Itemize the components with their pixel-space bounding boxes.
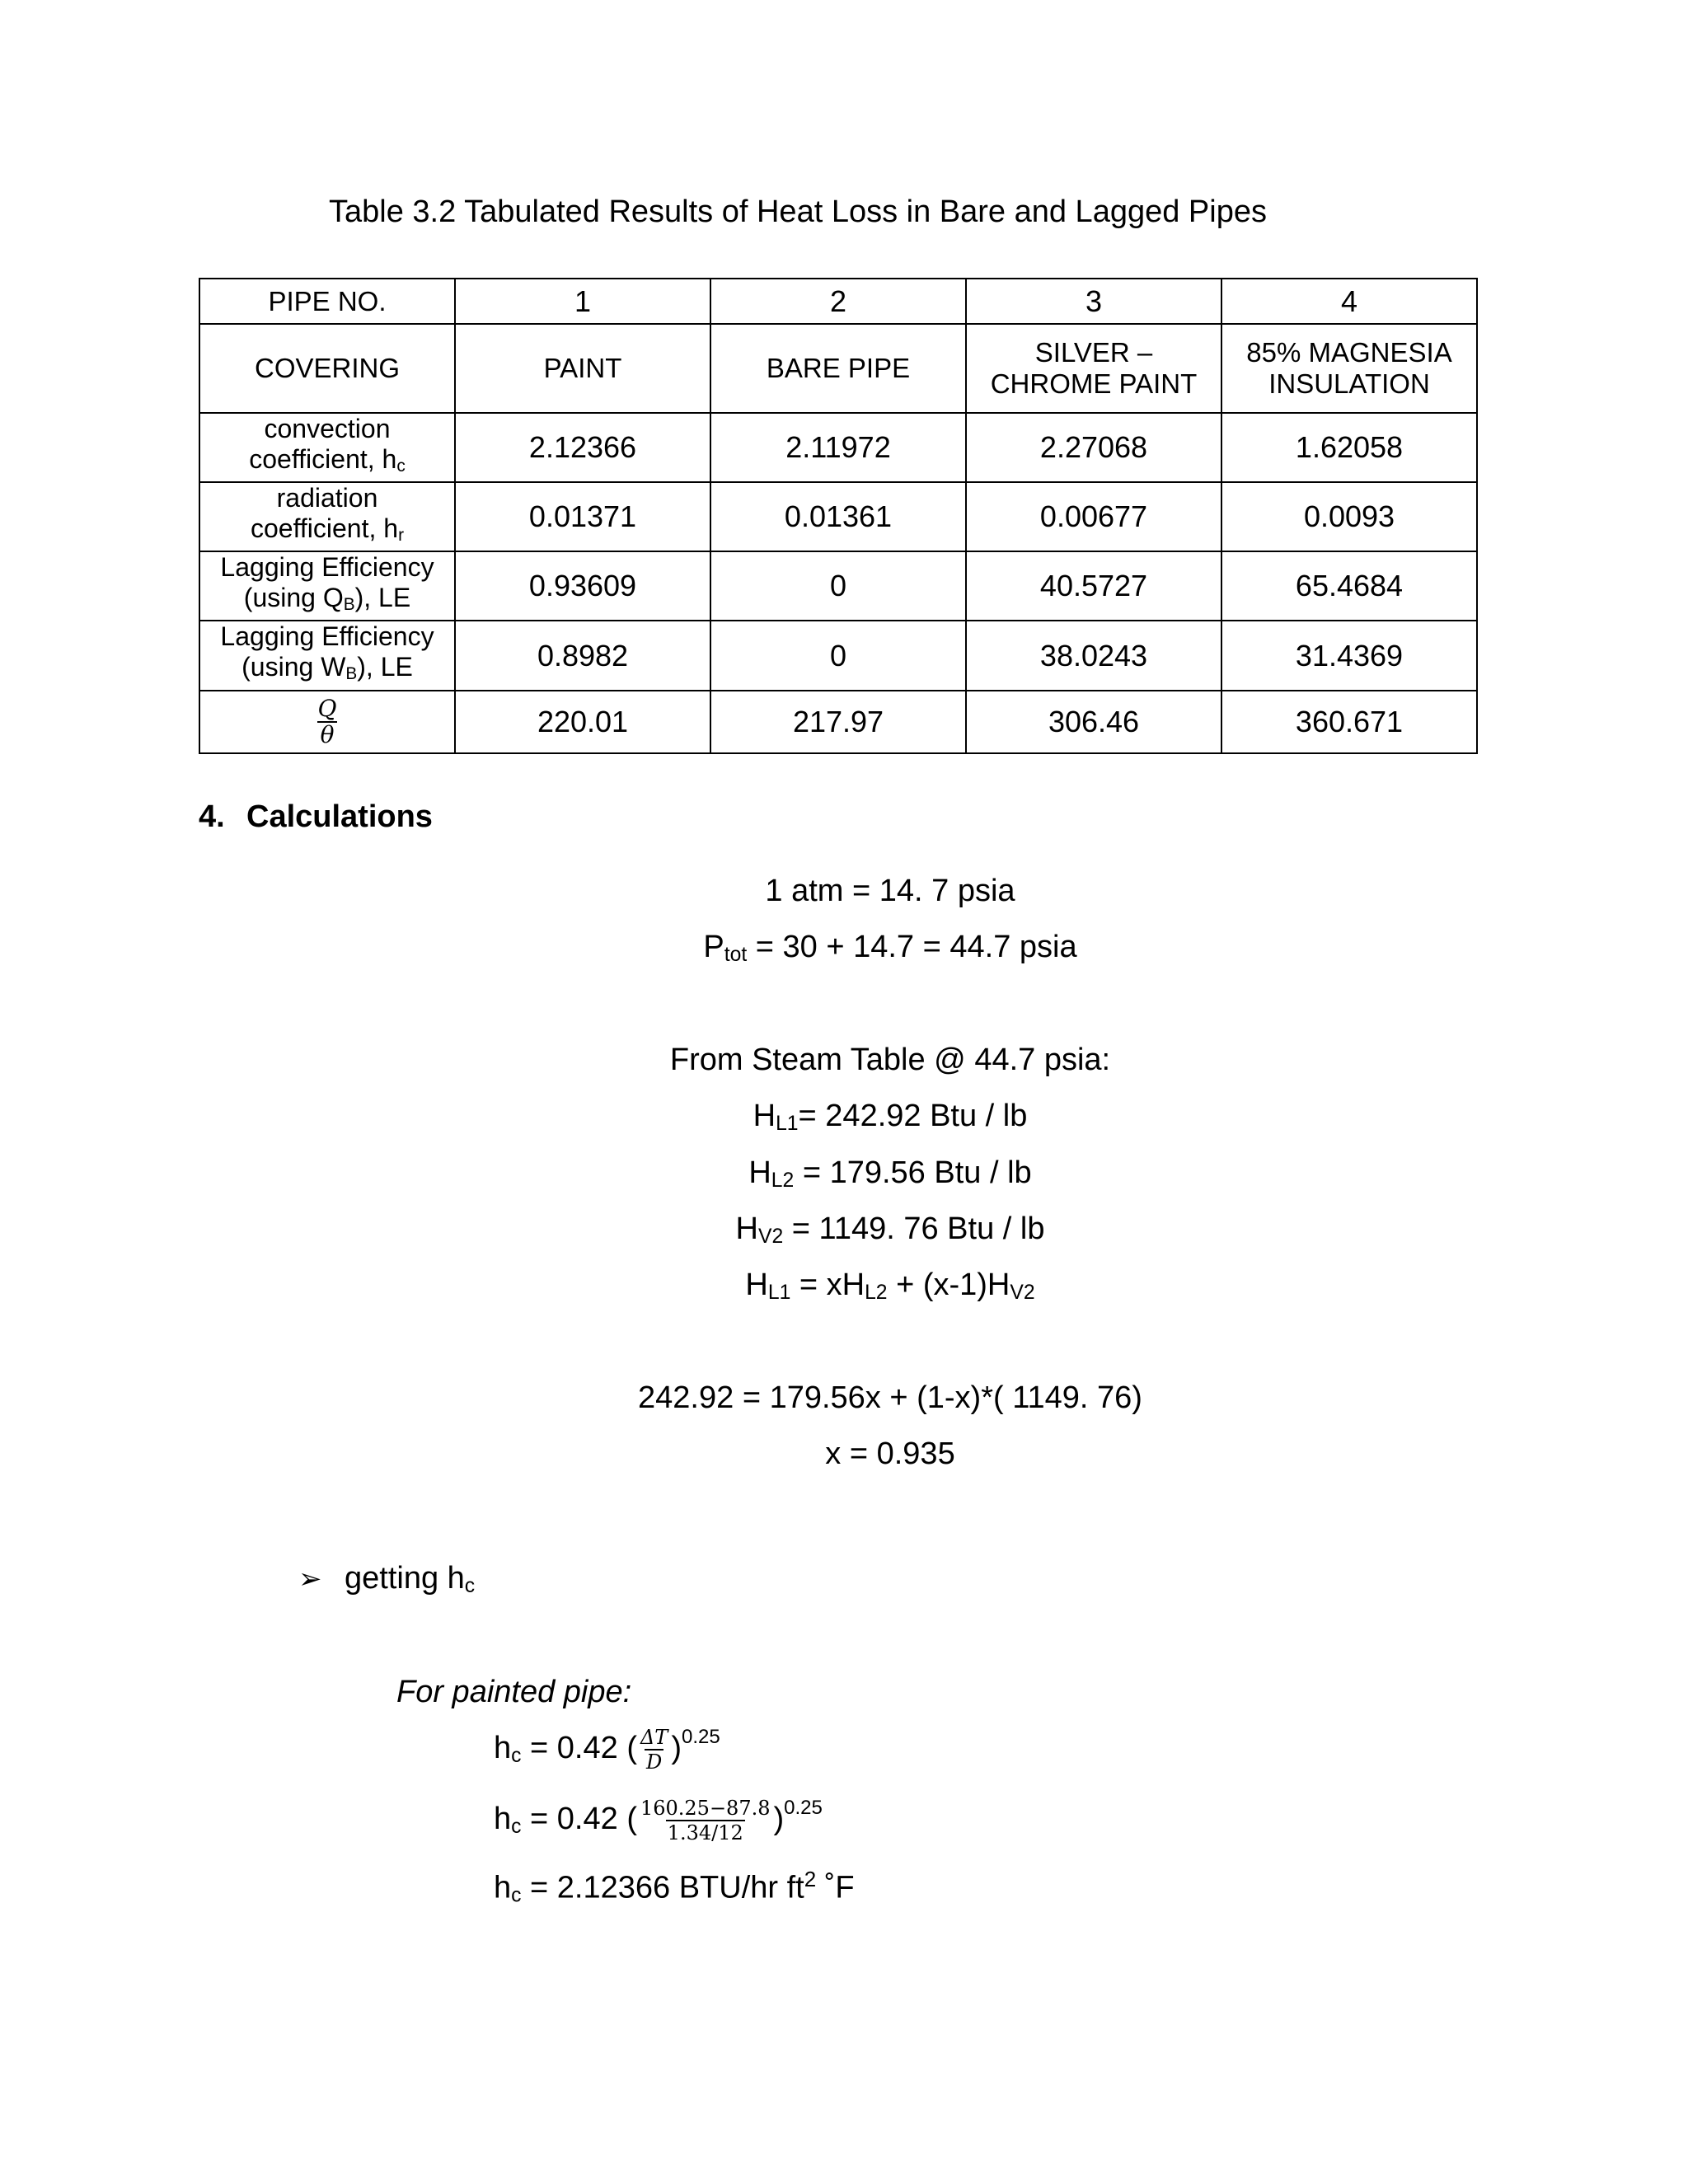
formula-hc-substituted: $h_c = 0.42$ ( $\frac{160.25-87.8}{1.34/12}$ )$^{0.25}$ <box>494 1797 823 1844</box>
formula-hc-result: $h_c = 2.12366$ BTU/hr $ft^2$ ˚F <box>494 1867 855 1907</box>
pipe-number: 4 <box>1221 279 1477 324</box>
table-cell: 0.01361 <box>710 482 966 551</box>
results-table <box>199 278 1478 754</box>
table-cell: 306.46 <box>966 691 1221 753</box>
covering-cell: SILVER – CHROME PAINT <box>966 324 1221 413</box>
q-over-theta: $\frac{Q}{\theta}$ <box>317 694 337 748</box>
equation-hl2: $H_{L2} = 179.56$ Btu / lb <box>748 1155 1032 1192</box>
steam-table-heading: From Steam Table @ 44.7 psia: <box>669 1043 1111 1077</box>
row-label-fraction <box>199 691 455 753</box>
pipe-number: 3 <box>966 279 1221 324</box>
table-cell: 0.01371 <box>455 482 710 551</box>
covering-cell: 85% MAGNESIA INSULATION <box>1221 324 1477 413</box>
table-cell: 2.27068 <box>966 413 1221 482</box>
arrow-bullet-icon: ➢ <box>298 1563 322 1595</box>
table-row <box>199 621 1477 690</box>
table-row <box>199 279 1477 324</box>
table-cell: 220.01 <box>455 691 710 753</box>
bullet-getting-hc: ➢ getting $h_c$ <box>298 1561 476 1597</box>
pipe-number: 1 <box>455 279 710 324</box>
table-cell: 0.8982 <box>455 621 710 690</box>
equation-atm: 1 atm = 14. 7 psia <box>765 874 1015 908</box>
header-covering: COVERING <box>199 324 455 413</box>
equation-ptot: $P_{tot} = 30 + 14.7 = 44.7$ psia <box>703 930 1077 966</box>
formula-hc-general: $h_c = 0.42$ ( $\frac{\Delta T}{D}$ )$^{0.25}$ <box>494 1726 720 1774</box>
pipe-number: 2 <box>710 279 966 324</box>
table-cell: 2.12366 <box>455 413 710 482</box>
table-cell: 65.4684 <box>1221 551 1477 621</box>
table-cell: 0.00677 <box>966 482 1221 551</box>
covering-cell: PAINT <box>455 324 710 413</box>
equation-hl1: $H_{L1}= 242.92$ Btu / lb <box>753 1099 1028 1135</box>
table-cell: 2.11972 <box>710 413 966 482</box>
table-cell: 0 <box>710 621 966 690</box>
table-row <box>199 413 1477 482</box>
header-pipe-no: PIPE NO. <box>199 279 455 324</box>
delta-t-over-d: $\frac{\Delta T}{D}$ <box>640 1726 668 1774</box>
table-caption: Table 3.2 Tabulated Results of Heat Loss in Bare and Lagged Pipes <box>329 194 1267 229</box>
equation-hv2: $H_{V2} = 1149$. 76 Btu / lb <box>735 1212 1045 1248</box>
row-label: Lagging Efficiency (using $Q_B$), LE <box>199 551 455 621</box>
table-cell: 217.97 <box>710 691 966 753</box>
table-row <box>199 551 1477 621</box>
equation-energy-balance: $H_{L1} = xH_{L2} + (x-1)H_{V2}$ <box>745 1268 1035 1304</box>
table-cell: 40.5727 <box>966 551 1221 621</box>
painted-pipe-heading: For painted pipe: <box>396 1675 632 1709</box>
table-cell: 0.0093 <box>1221 482 1477 551</box>
table-cell: 0.93609 <box>455 551 710 621</box>
table-row <box>199 482 1477 551</box>
table-cell: 1.62058 <box>1221 413 1477 482</box>
row-label: Lagging Efficiency (using $W_B$), LE <box>199 621 455 690</box>
table-cell: 31.4369 <box>1221 621 1477 690</box>
row-label: radiation coefficient, $h_r$ <box>199 482 455 551</box>
equation-x-result: x = 0.935 <box>825 1436 955 1471</box>
equation-substituted: 242.92 = 179.56x + (1-x)*( 1149. 76) <box>638 1380 1142 1415</box>
temperature-over-diameter: $\frac{160.25-87.8}{1.34/12}$ <box>640 1797 771 1844</box>
table-row <box>199 691 1477 753</box>
table-cell: 0 <box>710 551 966 621</box>
table-cell: 38.0243 <box>966 621 1221 690</box>
table-cell: 360.671 <box>1221 691 1477 753</box>
section-heading: 4. Calculations <box>199 799 433 834</box>
table-row <box>199 324 1477 413</box>
covering-cell: BARE PIPE <box>710 324 966 413</box>
row-label: convection coefficient, $h_c$ <box>199 413 455 482</box>
